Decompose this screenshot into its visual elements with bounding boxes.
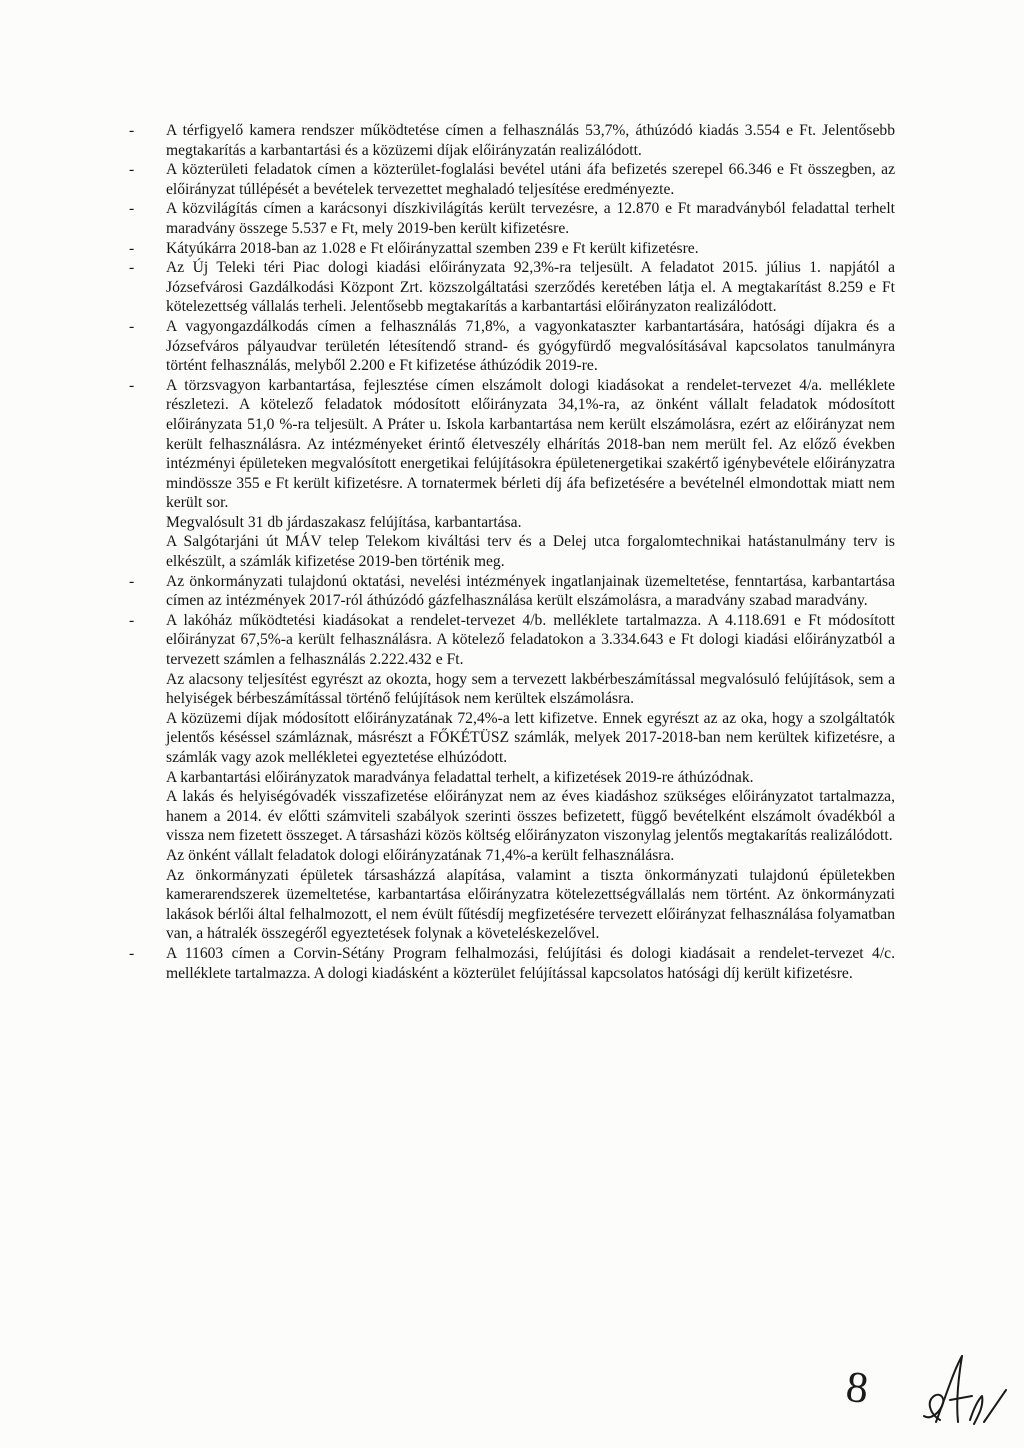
- paragraph-text: A lakás és helyiségóvadék visszafizetése előirányzat nem az éves kiadáshoz szükséges előirányzatot tartalmazza, hanem a 2014. év előtti számviteli szabályok szerinti összes befizetett, függő bevételként elszámolt óvadékból a vissza nem fizetett összeget. A társasházi közös költség előirányzaton viszonylag jelentős megtakarítás realizálódott.: [166, 788, 895, 845]
- page-number-and-signature: [838, 1350, 1024, 1430]
- list-item: [125, 258, 895, 317]
- list-item: [125, 376, 895, 513]
- paragraph-text: A térfigyelő kamera rendszer működtetése címen a felhasználás 53,7%, áthúzódó kiadás 3.554 e Ft. Jelentősebb megtakarítás a karbantartási és a közüzemi díjak előirányzatán realizálódott.: [166, 122, 895, 159]
- bullet-dash: -: [129, 572, 135, 590]
- paragraph-text: Az önkormányzati tulajdonú oktatási, nevelési intézmények ingatlanjainak üzemeltetése, fenntartása, karbantartása címen az intézmények 2017-ról áthúzódó gázfelhasználása került elszámolásra, a maradvány szabad maradvány.: [166, 572, 895, 610]
- bullet-dash: -: [129, 259, 135, 277]
- list-item: [125, 239, 895, 259]
- paragraph-text: A Salgótarjáni út MÁV telep Telekom kiváltási terv és a Delej utca forgalomtechnikai hatástanulmány terv is elkészült, a számlák kifizetése 2019-ben történik meg.: [166, 533, 895, 571]
- list-item: [125, 944, 895, 983]
- bullet-dash: -: [129, 317, 135, 335]
- paragraph: [125, 513, 895, 533]
- paragraph-text: A törzsvagyon karbantartása, fejlesztése címen elszámolt dologi kiadásokat a rendelet-tervezet 4/a. melléklete részletezi. A kötelező feladatok módosított előirányzata 34,1%-ra, az önként vállalt feladatok módosított előirányzata 51,0 %-ra teljesült. A Práter u. Iskola karbantartása nem került elszámolásra, ezért az előirányzat nem került felhasználásra. Az intézményeket érintő életveszély elhárítás 2018-ban nem merült fel. Az előző években intézményi épületeken megvalósított energetikai felújításokra épületenergetikai szakértő igénybevétele előirányzatra mindössze 355 e Ft került kifizetésre. A tornatermek bérleti díj áfa befizetésére a bevételnél elmondottak miatt nem került sor.: [166, 376, 895, 512]
- bullet-dash: -: [129, 611, 135, 629]
- bullet-dash: -: [129, 122, 135, 139]
- paragraph: [125, 709, 895, 768]
- list-item: [125, 199, 895, 238]
- paragraph-text: Megvalósult 31 db járdaszakasz felújítása, karbantartása.: [166, 513, 522, 531]
- bullet-dash: -: [129, 376, 135, 394]
- paragraph-text: Az Új Teleki téri Piac dologi kiadási előirányzata 92,3%-ra teljesült. A feladatot 2015. július 1. napjától a Józsefvárosi Gazdálkodási Központ Zrt. közszolgáltatási szerződés keretében látja el. A megtakarítást 8.259 e Ft kötelezettség vállalás terheli. Jelentősebb megtakarítás a karbantartási előirányzaton realizálódott.: [166, 259, 895, 316]
- handwritten-signature: [924, 1356, 1006, 1424]
- paragraph-text: A vagyongazdálkodás címen a felhasználás 71,8%, a vagyonkataszter karbantartására, hatósági díjakra és a Józsefváros pályaudvar területén létesítendő strand- és gyógyfürdő megvalósításával kapcsolatos tanulmányra történt felhasználás, melyből 2.200 e Ft kifizetése áthúzódik 2019-re.: [166, 317, 895, 375]
- paragraph-text: Az önként vállalt feladatok dologi előirányzatának 71,4%-a került felhasználásra.: [166, 846, 675, 864]
- paragraph-text: A közterületi feladatok címen a közterület-foglalási bevétel utáni áfa befizetés szerepel 66.346 e Ft összegben, az előirányzat túllépését a bevételek tervezettet meghaladó teljesítése eredményezte.: [166, 161, 895, 198]
- paragraph: [125, 866, 895, 944]
- bullet-dash: -: [129, 944, 135, 962]
- page-number: 8: [843, 1361, 871, 1413]
- bullet-dash: -: [129, 161, 135, 179]
- document-body: [125, 121, 895, 983]
- list-item: [125, 572, 895, 611]
- list-item: [125, 121, 895, 160]
- paragraph-text: A karbantartási előirányzatok maradványa feladattal terhelt, a kifizetések 2019-re áthúzódnak.: [166, 768, 754, 786]
- list-item: [125, 611, 895, 670]
- paragraph-text: A 11603 címen a Corvin-Sétány Program felhalmozási, felújítási és dologi kiadásait a rendelet-tervezet 4/c. melléklete tartalmazza. A dologi kiadásként a közterület felújítással kapcsolatos hatósági díj került kifizetésre.: [166, 944, 895, 982]
- bullet-dash: -: [129, 200, 135, 218]
- paragraph: [125, 670, 895, 709]
- paragraph: [125, 846, 895, 866]
- paragraph-text: Kátyúkárra 2018-ban az 1.028 e Ft előirányzattal szemben 239 e Ft került kifizetésre.: [166, 239, 699, 257]
- paragraph-text: A közvilágítás címen a karácsonyi díszkivilágítás került tervezésre, a 12.870 e Ft maradványból feladattal terhelt maradvány összege 5.537 e Ft, mely 2019-ben került kifizetésre.: [166, 200, 895, 237]
- list-item: [125, 160, 895, 199]
- bullet-dash: -: [129, 239, 135, 257]
- paragraph: [125, 768, 895, 788]
- paragraph: [125, 532, 895, 571]
- paragraph-text: A közüzemi díjak módosított előirányzatának 72,4%-a lett kifizetve. Ennek egyrészt az az oka, hogy a szolgáltatók jelentős késéssel számláznak, másrészt a FŐKÉTÜSZ számlák, melyek 2017-2018-ban nem kerültek kifizetésre, a számlák vagy azok mellékletei egyeztetése elhúzódott.: [166, 709, 895, 766]
- paragraph: [125, 787, 895, 846]
- paragraph-text: Az önkormányzati épületek társasházzá alapítása, valamint a tiszta önkormányzati tulajdonú épületekben kamerarendszerek üzemeltetése, karbantartása előirányzatra kötelezettségvállalás nem történt. Az önkormányzati lakások bérlői által felhalmozott, el nem évült fűtésdíj megfizetésére tervezett előirányzat felhasználása folyamatban van, a hátralék összegéről egyeztetések folynak a követeléskezelővel.: [166, 866, 895, 943]
- paragraph-text: Az alacsony teljesítést egyrészt az okozta, hogy sem a tervezett lakbérbeszámítással megvalósuló felújítások, sem a helyiségek bérbeszámítással történő felújítások nem kerültek elszámolásra.: [166, 670, 895, 708]
- list-item: [125, 317, 895, 376]
- paragraph-text: A lakóház működtetési kiadásokat a rendelet-tervezet 4/b. melléklete tartalmazza. A 4.118.691 e Ft módosított előirányzat 67,5%-a került felhasználásra. A kötelező feladatokon a 3.334.643 e Ft dologi kiadási előirányzatból a tervezett számlen a felhasználás 2.222.432 e Ft.: [166, 611, 895, 669]
